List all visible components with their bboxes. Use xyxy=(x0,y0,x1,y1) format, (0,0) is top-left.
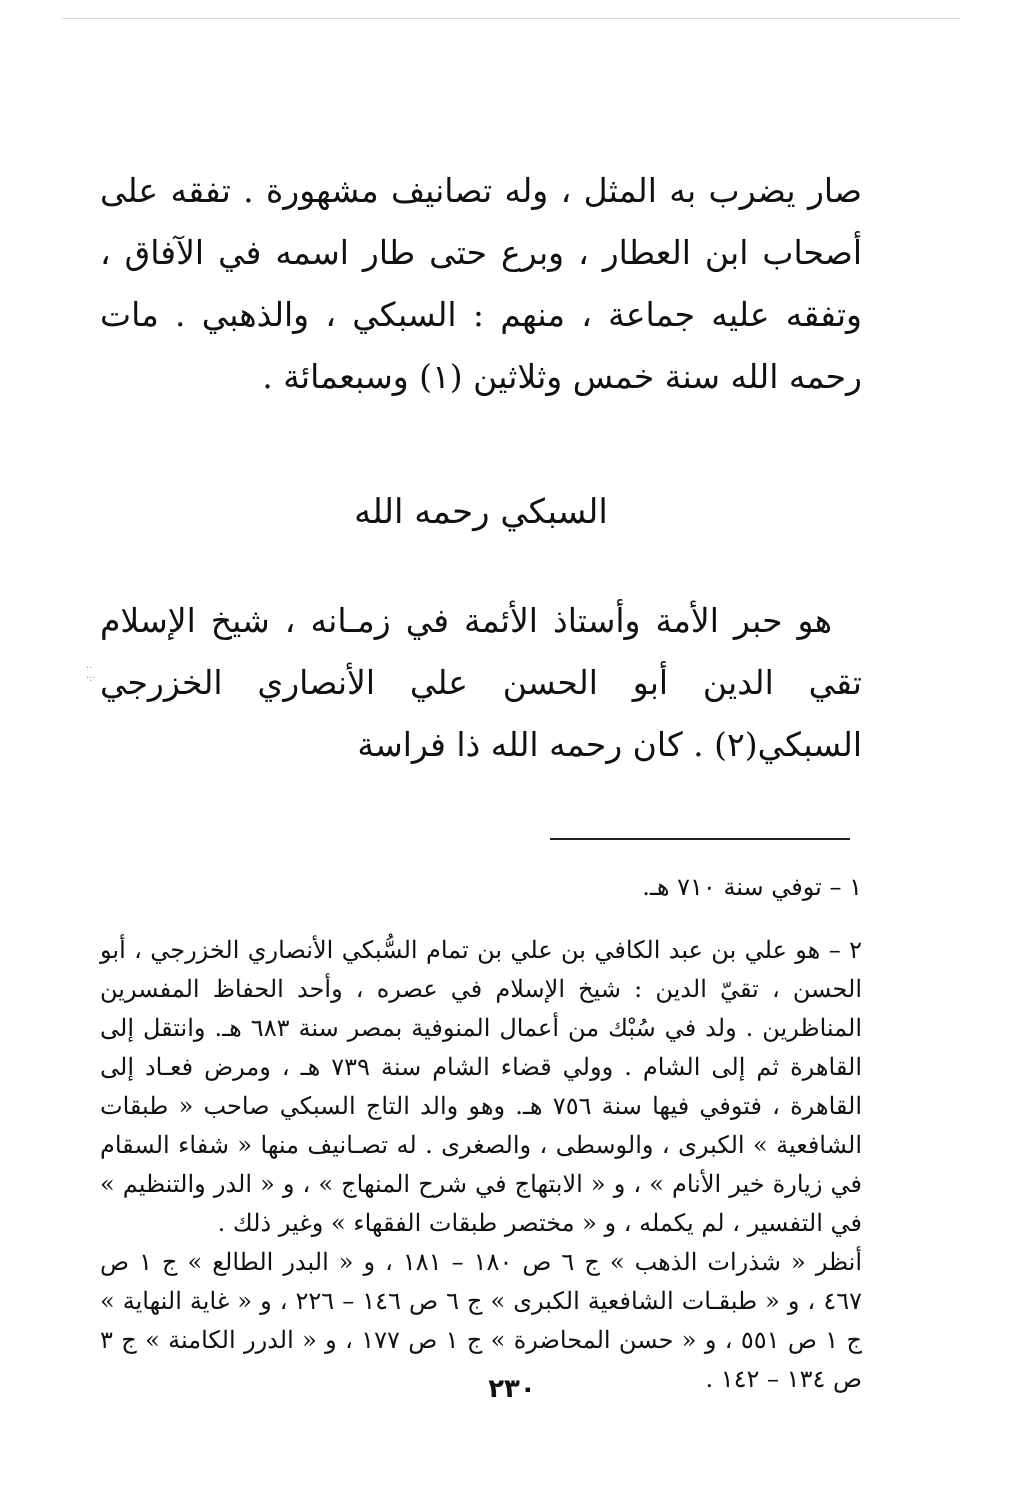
footnote-2: ٢ – هو علي بن عبد الكافي بن علي بن تمام السُّبكي الأنصاري الخزرجي ، أبو الحسن ، تقيّ الدين : شيخ الإسلام في عصره ، وأحد الحفاظ المفسرين المناظرين . ولد في سُبْك من أعمال المنوفية بمصر سنة ٦٨٣ هـ. وانتقل إلى القاهرة ثم إلى الشام . وولي قضاء الشام سنة ٧٣٩ هـ ، ومرض فعـاد إلى القاهرة ، فتوفي فيها سنة ٧٥٦ هـ. وهو والد التاج السبكي صاحب « طبقات الشافعية » الكبرى ، والوسطى ، والصغرى . له تصـانيف منها « شفاء السقام في زيارة خير الأنام » ، و « الابتهاج في شرح المنهاج » ، و « الدر والتنظيم » في التفسير ، لم يكمله ، و « مختصر طبقات الفقهاء » وغير ذلك . xyxy=(100,936,863,1237)
footnote-1: ١ – توفي سنة ٧١٠ هـ. xyxy=(642,873,862,901)
scan-speck: ·· ·:· xyxy=(86,663,96,684)
page-number: ٢٣٠ xyxy=(488,1374,536,1404)
page-body xyxy=(100,160,862,1399)
footnote-separator xyxy=(550,838,850,840)
intro-paragraph: صار يضرب به المثل ، وله تصانيف مشهورة . تفقه على أصحاب ابن العطار ، وبرع حتى طار اسمه في الآفاق ، وتفقه عليه جماعة ، منهم : السبكي ، والذهبي . مات رحمه الله سنة خمس وثلاثين (١) وسبعمائة . xyxy=(100,171,862,396)
body-paragraph: هو حبر الأمة وأستاذ الأئمة في زمـانه ، شيخ الإسلام تقي الدين أبو الحسن علي الأنصاري الخزرجي السبكي(٢) . كان رحمه الله ذا فراسة xyxy=(100,601,862,764)
footnote-2-references: أنظر « شذرات الذهب » ج ٦ ص ١٨٠ – ١٨١ ، و « البدر الطالع » ج ١ ص ٤٦٧ ، و « طبقـات الشافعية الكبرى » ج ٦ ص ١٤٦ – ٢٢٦ ، و « غاية النهاية » ج ١ ص ٥٥١ ، و « حسن المحاضرة » ج ١ ص ١٧٧ ، و « الدرر الكامنة » ج ٣ ص ١٣٤ – ١٤٢ . xyxy=(100,1248,863,1393)
top-border-line xyxy=(62,18,960,19)
section-title: السبكي رحمه الله xyxy=(354,492,608,532)
footnotes xyxy=(100,868,862,1399)
